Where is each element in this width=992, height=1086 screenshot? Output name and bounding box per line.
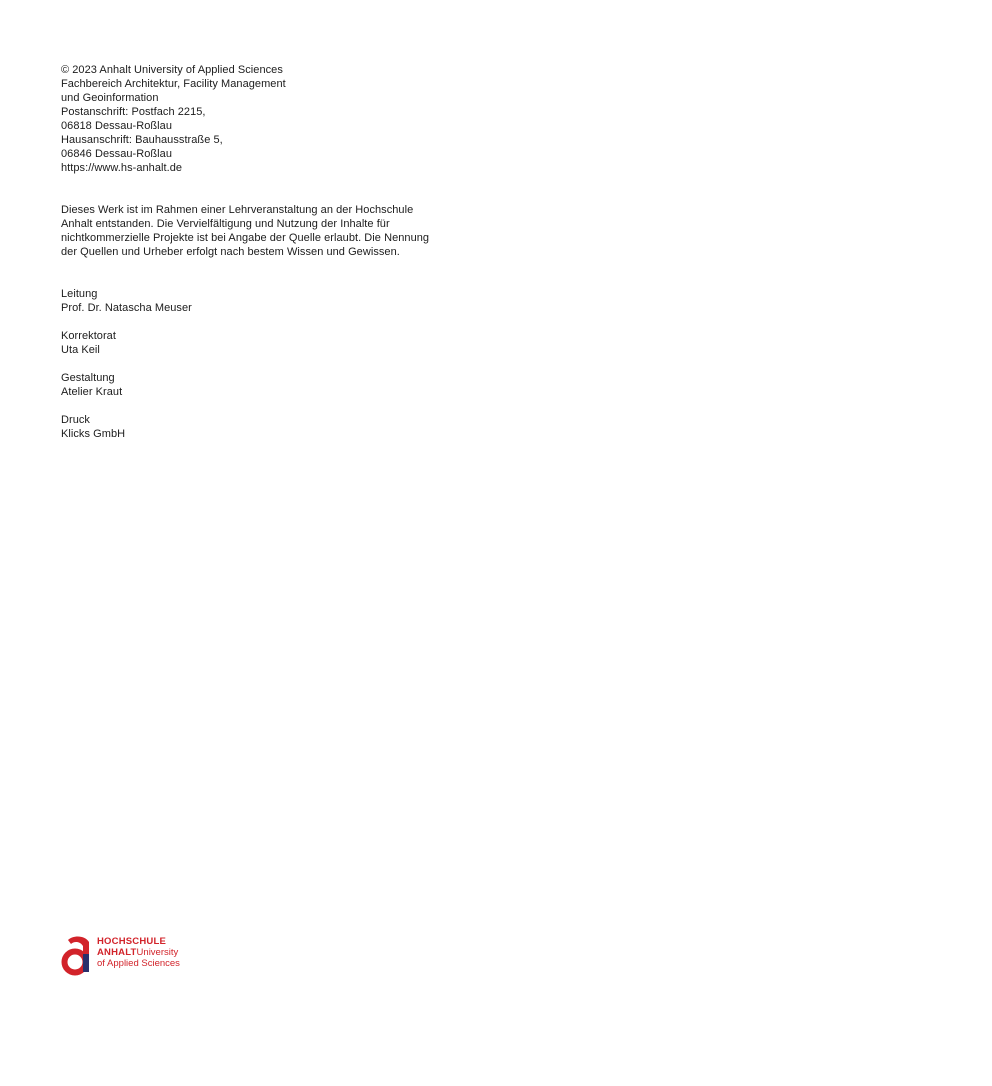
hochschule-anhalt-logo-icon bbox=[61, 934, 97, 976]
credit-leitung bbox=[61, 287, 481, 315]
university-logo bbox=[61, 934, 201, 978]
rights-line: der Quellen und Urheber erfolgt nach bestem Wissen und Gewissen. bbox=[61, 246, 400, 258]
credit-label: Korrektorat bbox=[61, 330, 116, 342]
credit-value: Klicks GmbH bbox=[61, 428, 126, 440]
logo-line-2 bbox=[97, 947, 180, 958]
credit-gestaltung bbox=[61, 371, 481, 399]
logo-wordmark bbox=[97, 936, 180, 969]
address-line: und Geoinformation bbox=[61, 92, 159, 104]
address-line: Postanschrift: Postfach 2215, bbox=[61, 106, 206, 118]
address-line: 06818 Dessau-Roßlau bbox=[61, 120, 173, 132]
rights-notice bbox=[61, 203, 481, 259]
logo-line-2-bold: ANHALT bbox=[97, 947, 137, 958]
rights-line: Dieses Werk ist im Rahmen einer Lehrveranstaltung an der Hochschule bbox=[61, 204, 414, 216]
logo-line-2-regular: University bbox=[136, 947, 179, 958]
credit-korrektorat bbox=[61, 329, 481, 357]
rights-line: nichtkommerzielle Projekte ist bei Angabe der Quelle erlaubt. Die Nennung bbox=[61, 232, 430, 244]
address-line: 06846 Dessau-Roßlau bbox=[61, 148, 173, 160]
address-block bbox=[61, 63, 481, 175]
credits-list bbox=[61, 287, 481, 441]
credit-label: Druck bbox=[61, 414, 90, 426]
credit-label: Gestaltung bbox=[61, 372, 115, 384]
address-line: © 2023 Anhalt University of Applied Sciences bbox=[61, 64, 283, 76]
credit-value: Atelier Kraut bbox=[61, 386, 123, 398]
credit-value: Uta Keil bbox=[61, 344, 100, 356]
address-line: Fachbereich Architektur, Facility Management bbox=[61, 78, 286, 90]
address-line: Hausanschrift: Bauhausstraße 5, bbox=[61, 134, 223, 146]
credit-label: Leitung bbox=[61, 288, 98, 300]
logo-line-1: HOCHSCHULE bbox=[97, 936, 167, 947]
rights-line: Anhalt entstanden. Die Vervielfältigung und Nutzung der Inhalte für bbox=[61, 218, 390, 230]
website-link[interactable]: https://www.hs-anhalt.de bbox=[61, 162, 183, 174]
imprint-page bbox=[61, 63, 481, 455]
logo-line-3: of Applied Sciences bbox=[97, 958, 180, 969]
credit-druck bbox=[61, 413, 481, 441]
credit-value: Prof. Dr. Natascha Meuser bbox=[61, 302, 192, 314]
